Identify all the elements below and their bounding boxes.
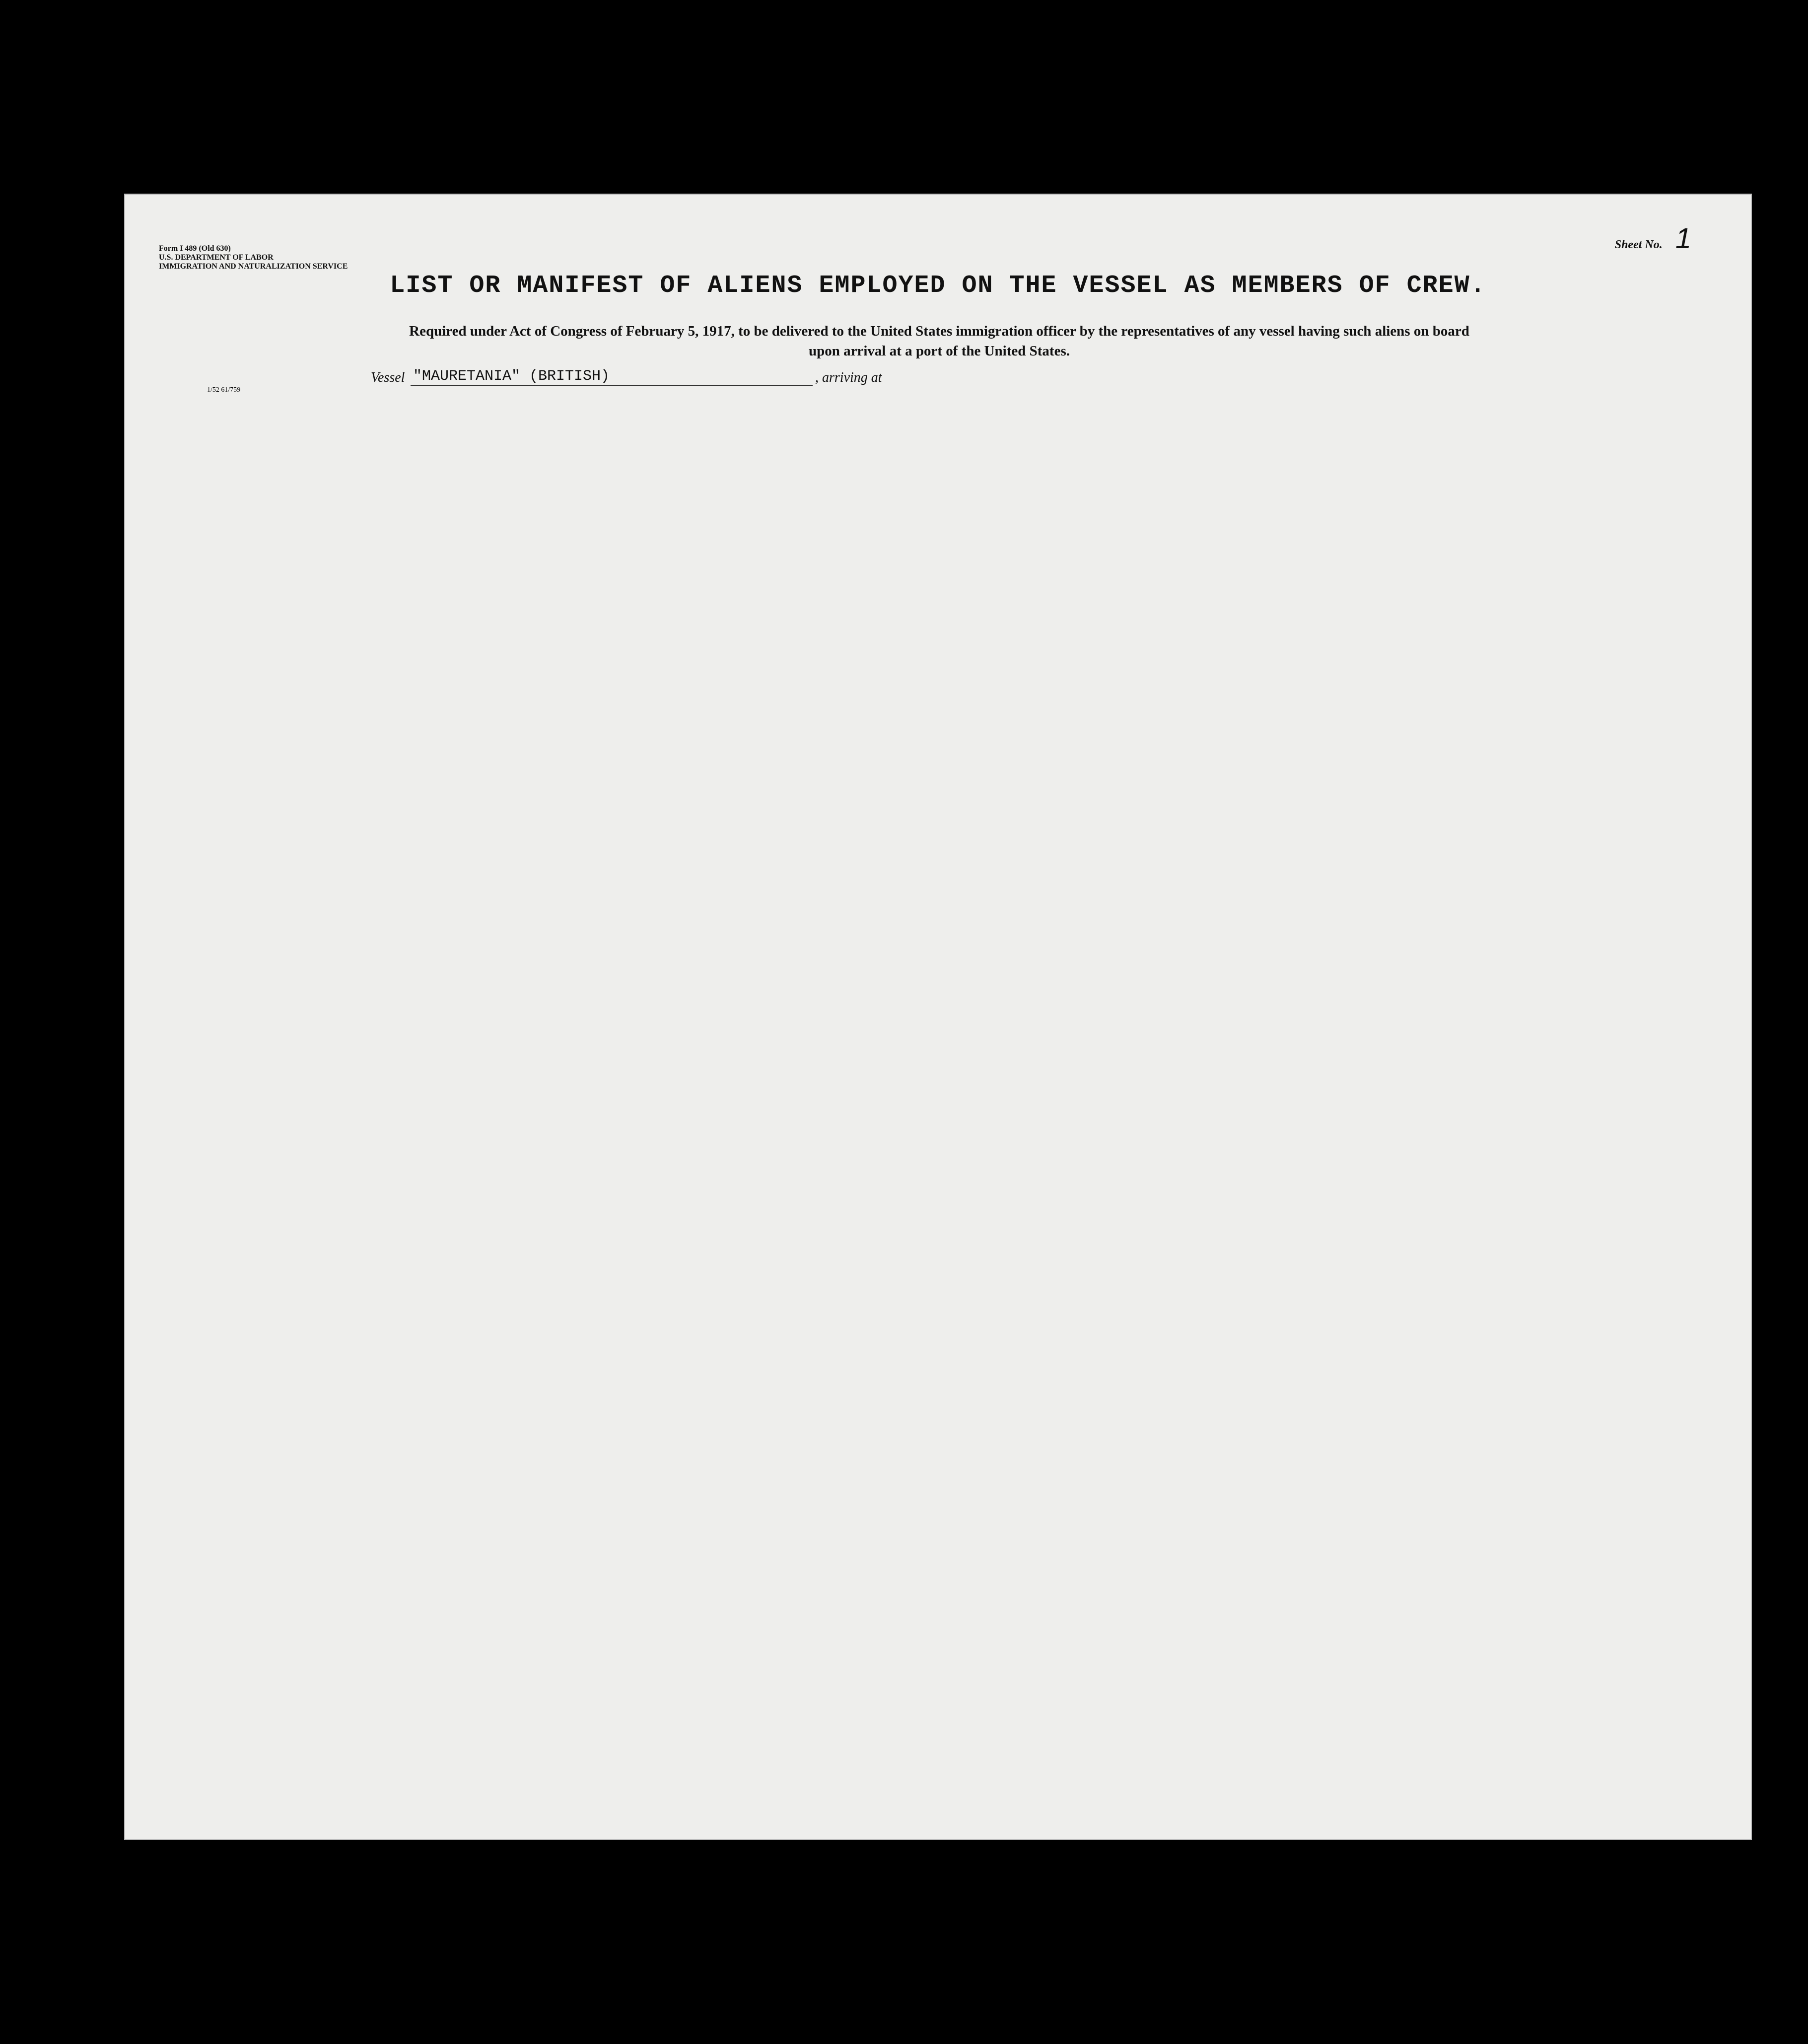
sheet-number: Sheet No. 1 [1614, 222, 1691, 255]
page-title: LIST OR MANIFEST OF ALIENS EMPLOYED ON THE VESSEL AS MEMBERS OF CREW. [390, 272, 1486, 300]
manifest-sheet [124, 194, 1752, 1840]
page-subtitle: Required under Act of Congress of February 5, 1917, to be delivered to the United States immigration officer by the representatives of any vessel having such aliens on board upon arrival at a port of the United States. [409, 323, 1469, 359]
vessel-name: "MAURETANIA" (BRITISH) [413, 368, 610, 385]
vessel-label: Vessel [371, 370, 405, 385]
form-id: Form I 489 (Old 630) U.S. DEPARTMENT OF LABOR IMMIGRATION AND NATURALIZATION SERVICE [159, 244, 348, 271]
arriving-label: , arriving at [815, 370, 882, 385]
form-code: 1/52 61/759 [207, 386, 241, 394]
vessel-row [125, 366, 1751, 396]
